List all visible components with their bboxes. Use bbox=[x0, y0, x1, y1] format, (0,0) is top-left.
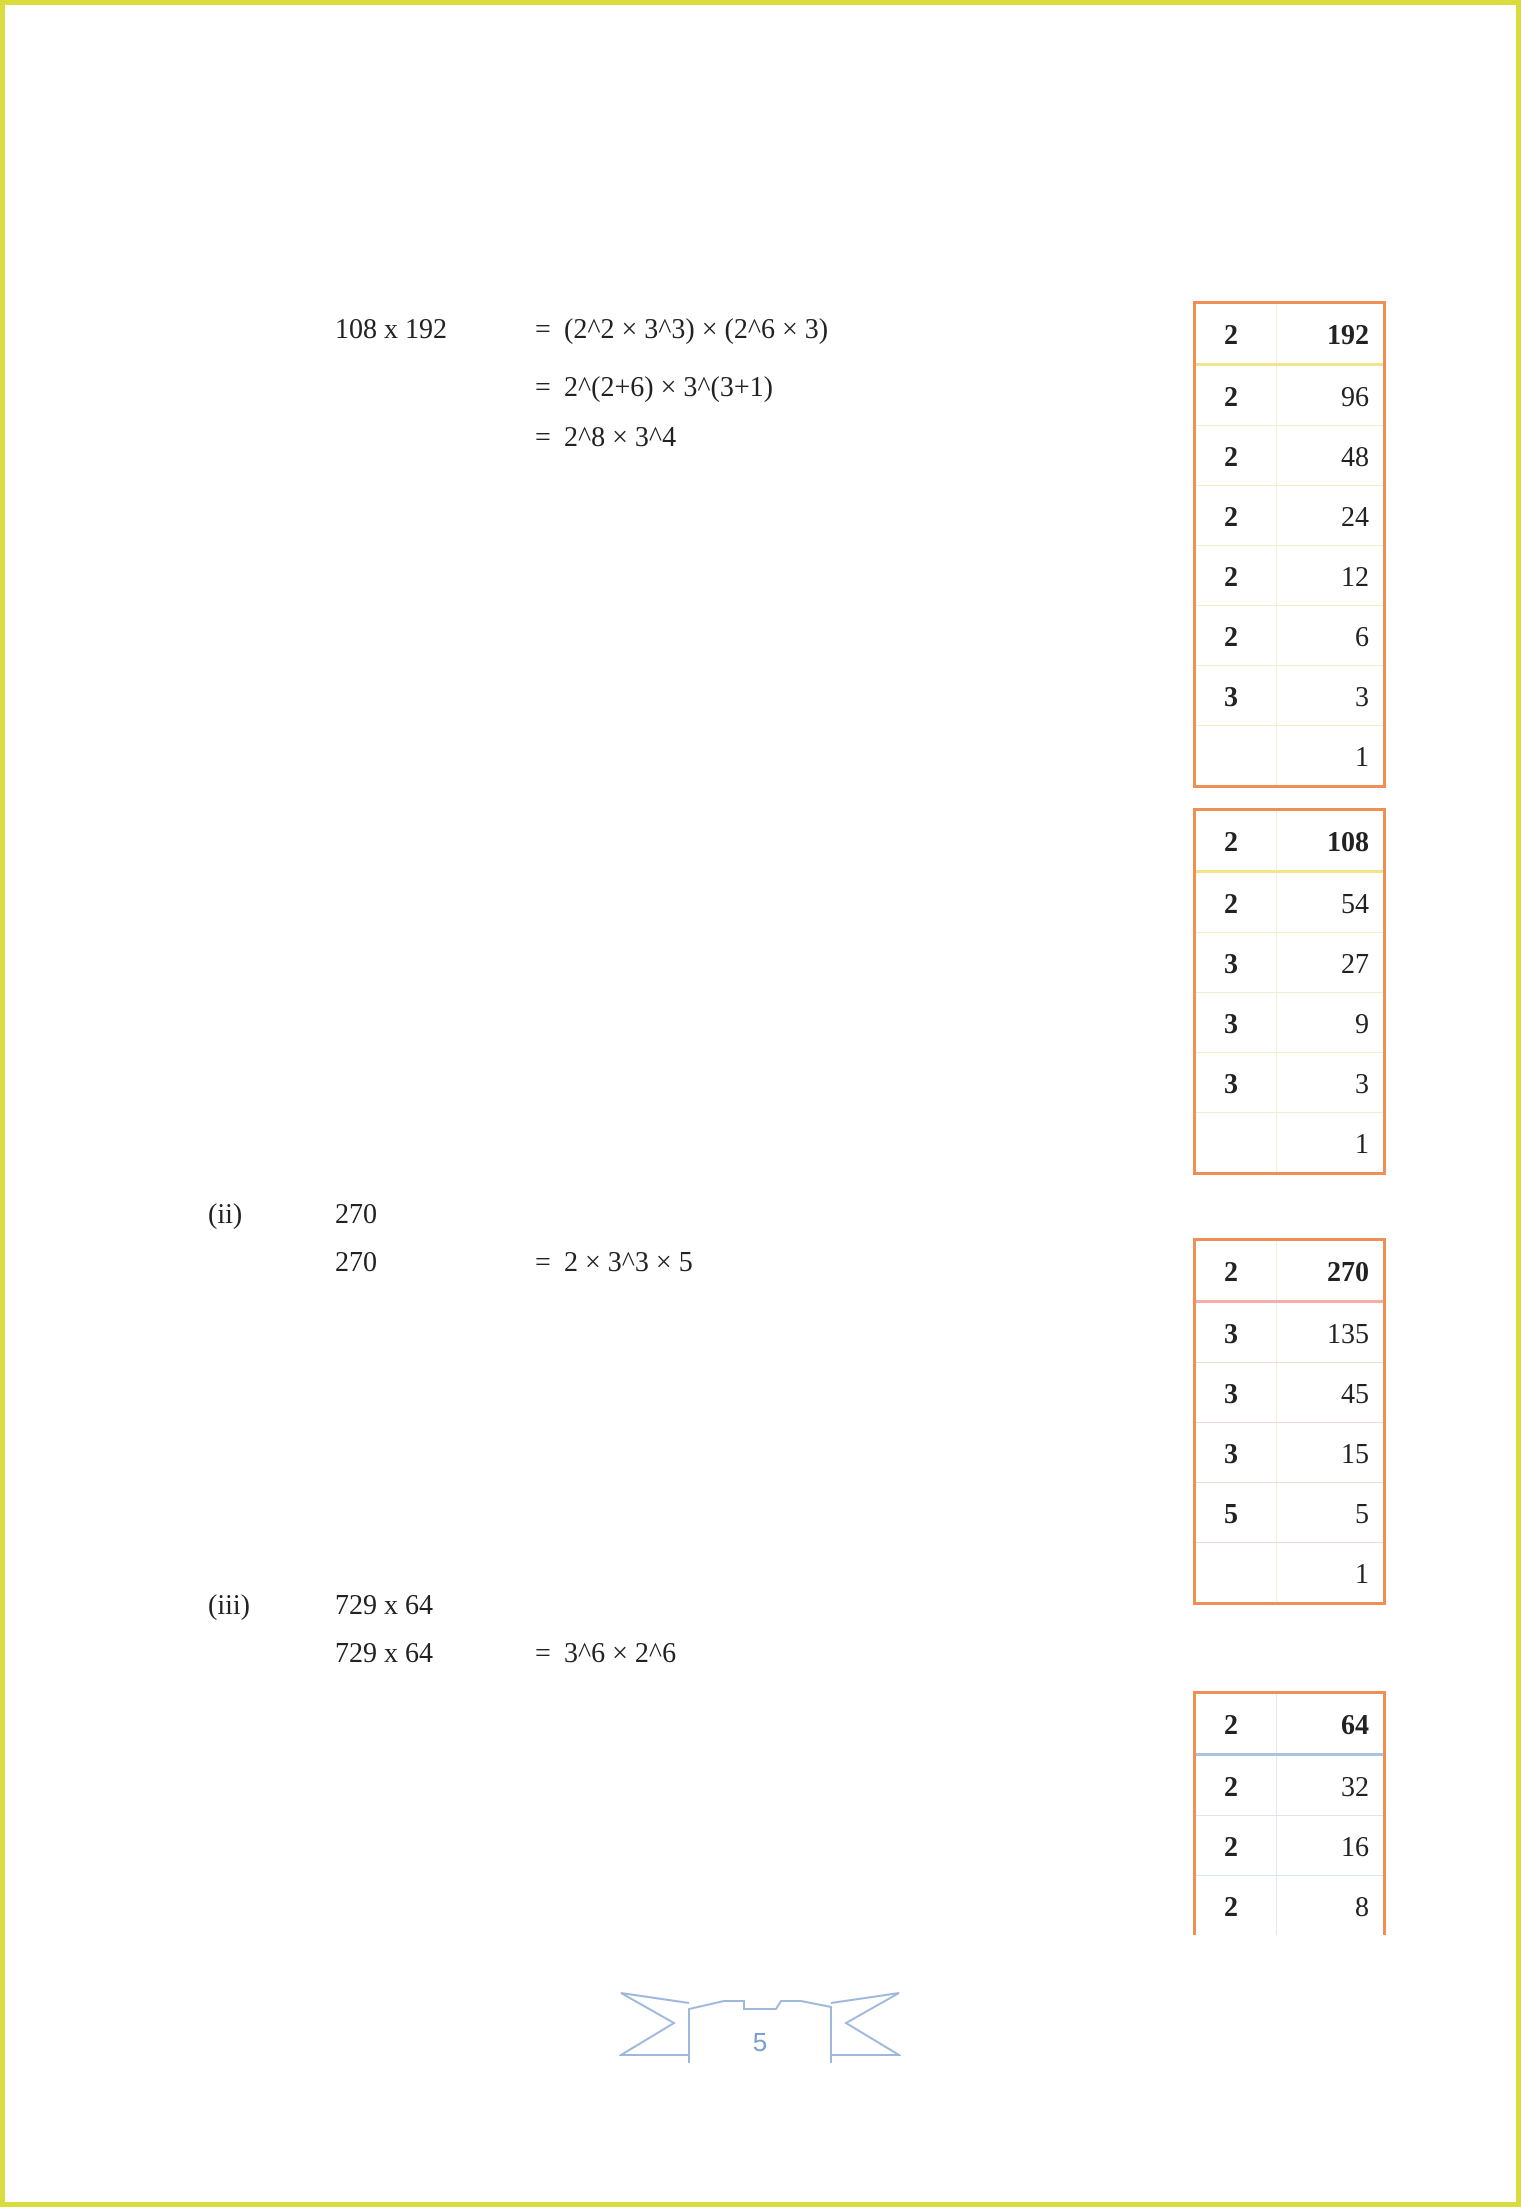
prime-factor: 3 bbox=[1224, 1319, 1238, 1350]
prime-factor: 2 bbox=[1224, 1710, 1238, 1741]
column-divider bbox=[1276, 666, 1277, 725]
equals-sign: = bbox=[535, 372, 551, 403]
step-3: 2^8 × 3^4 bbox=[564, 422, 677, 453]
expression-108x192: 108 x 192 bbox=[335, 314, 447, 345]
column-divider bbox=[1276, 304, 1277, 363]
quotient: 6 bbox=[1355, 622, 1369, 653]
quotient: 32 bbox=[1341, 1772, 1369, 1803]
table-row bbox=[1196, 304, 1383, 366]
factor-table-192 bbox=[1193, 301, 1386, 788]
column-divider bbox=[1276, 1756, 1277, 1815]
quotient: 16 bbox=[1341, 1832, 1369, 1863]
prime-factor: 2 bbox=[1224, 320, 1238, 351]
quotient: 135 bbox=[1327, 1319, 1369, 1350]
column-divider bbox=[1276, 486, 1277, 545]
table-row bbox=[1196, 933, 1383, 993]
prime-factor: 2 bbox=[1224, 502, 1238, 533]
table-row bbox=[1196, 1816, 1383, 1876]
column-divider bbox=[1276, 1694, 1277, 1753]
quotient: 96 bbox=[1341, 382, 1369, 413]
prime-factor: 2 bbox=[1224, 622, 1238, 653]
column-divider bbox=[1276, 1423, 1277, 1482]
prime-factor: 3 bbox=[1224, 1069, 1238, 1100]
quotient: 3 bbox=[1355, 682, 1369, 713]
table-row bbox=[1196, 993, 1383, 1053]
table-row bbox=[1196, 1543, 1383, 1602]
prime-factor: 2 bbox=[1224, 1257, 1238, 1288]
table-row bbox=[1196, 606, 1383, 666]
part-iii-expression: 729 x 64 bbox=[335, 1638, 433, 1669]
quotient: 108 bbox=[1327, 827, 1369, 858]
table-row bbox=[1196, 1423, 1383, 1483]
part-ii-expression: 270 bbox=[335, 1247, 377, 1278]
column-divider bbox=[1276, 873, 1277, 932]
prime-factor: 2 bbox=[1224, 827, 1238, 858]
column-divider bbox=[1276, 1876, 1277, 1935]
column-divider bbox=[1276, 546, 1277, 605]
part-iii-number: 729 x 64 bbox=[335, 1590, 433, 1621]
prime-factor: 3 bbox=[1224, 1009, 1238, 1040]
prime-factor: 2 bbox=[1224, 1832, 1238, 1863]
prime-factor: 2 bbox=[1224, 889, 1238, 920]
quotient: 64 bbox=[1341, 1710, 1369, 1741]
equals-sign: = bbox=[535, 422, 551, 453]
quotient: 9 bbox=[1355, 1009, 1369, 1040]
quotient: 192 bbox=[1327, 320, 1369, 351]
prime-factor: 3 bbox=[1224, 949, 1238, 980]
part-iii-label: (iii) bbox=[208, 1590, 250, 1621]
column-divider bbox=[1276, 366, 1277, 425]
table-row bbox=[1196, 546, 1383, 606]
column-divider bbox=[1276, 1483, 1277, 1542]
quotient: 5 bbox=[1355, 1499, 1369, 1530]
quotient: 12 bbox=[1341, 562, 1369, 593]
quotient: 15 bbox=[1341, 1439, 1369, 1470]
equals-sign: = bbox=[535, 1638, 551, 1669]
quotient: 3 bbox=[1355, 1069, 1369, 1100]
quotient: 24 bbox=[1341, 502, 1369, 533]
table-row bbox=[1196, 666, 1383, 726]
table-row bbox=[1196, 1363, 1383, 1423]
column-divider bbox=[1276, 426, 1277, 485]
prime-factor: 3 bbox=[1224, 1439, 1238, 1470]
factor-table-270 bbox=[1193, 1238, 1386, 1605]
column-divider bbox=[1276, 1543, 1277, 1602]
table-row bbox=[1196, 811, 1383, 873]
column-divider bbox=[1276, 933, 1277, 992]
table-row bbox=[1196, 1756, 1383, 1816]
prime-factor: 2 bbox=[1224, 1772, 1238, 1803]
table-row bbox=[1196, 726, 1383, 785]
column-divider bbox=[1276, 1303, 1277, 1362]
column-divider bbox=[1276, 1113, 1277, 1172]
part-ii-label: (ii) bbox=[208, 1199, 243, 1230]
equals-sign: = bbox=[535, 1247, 551, 1278]
part-iii-result: 3^6 × 2^6 bbox=[564, 1638, 677, 1669]
step-1: (2^2 × 3^3) × (2^6 × 3) bbox=[564, 314, 829, 345]
page-number-banner bbox=[619, 1991, 901, 2063]
column-divider bbox=[1276, 726, 1277, 785]
table-row bbox=[1196, 486, 1383, 546]
table-row bbox=[1196, 366, 1383, 426]
prime-factor: 2 bbox=[1224, 442, 1238, 473]
factor-table-64 bbox=[1193, 1691, 1386, 1935]
table-row bbox=[1196, 873, 1383, 933]
part-ii-result: 2 × 3^3 × 5 bbox=[564, 1247, 693, 1278]
quotient: 1 bbox=[1355, 1129, 1369, 1160]
step-2: 2^(2+6) × 3^(3+1) bbox=[564, 372, 773, 403]
part-ii-number: 270 bbox=[335, 1199, 377, 1230]
quotient: 27 bbox=[1341, 949, 1369, 980]
prime-factor: 2 bbox=[1224, 562, 1238, 593]
column-divider bbox=[1276, 1053, 1277, 1112]
equals-sign: = bbox=[535, 314, 551, 345]
column-divider bbox=[1276, 1816, 1277, 1875]
prime-factor: 2 bbox=[1224, 382, 1238, 413]
column-divider bbox=[1276, 1363, 1277, 1422]
prime-factor: 3 bbox=[1224, 1379, 1238, 1410]
column-divider bbox=[1276, 1241, 1277, 1300]
table-row bbox=[1196, 1876, 1383, 1935]
quotient: 8 bbox=[1355, 1892, 1369, 1923]
column-divider bbox=[1276, 811, 1277, 870]
table-row bbox=[1196, 1241, 1383, 1303]
quotient: 1 bbox=[1355, 1559, 1369, 1590]
page-number: 5 bbox=[752, 2027, 768, 2057]
quotient: 54 bbox=[1341, 889, 1369, 920]
factor-table-108 bbox=[1193, 808, 1386, 1175]
quotient: 1 bbox=[1355, 742, 1369, 773]
prime-factor: 3 bbox=[1224, 682, 1238, 713]
table-row bbox=[1196, 1483, 1383, 1543]
column-divider bbox=[1276, 606, 1277, 665]
column-divider bbox=[1276, 993, 1277, 1052]
quotient: 48 bbox=[1341, 442, 1369, 473]
prime-factor: 2 bbox=[1224, 1892, 1238, 1923]
table-row bbox=[1196, 1053, 1383, 1113]
quotient: 270 bbox=[1327, 1257, 1369, 1288]
table-row bbox=[1196, 1694, 1383, 1756]
prime-factor: 5 bbox=[1224, 1499, 1238, 1530]
table-row bbox=[1196, 1113, 1383, 1172]
table-row bbox=[1196, 1303, 1383, 1363]
table-row bbox=[1196, 426, 1383, 486]
quotient: 45 bbox=[1341, 1379, 1369, 1410]
